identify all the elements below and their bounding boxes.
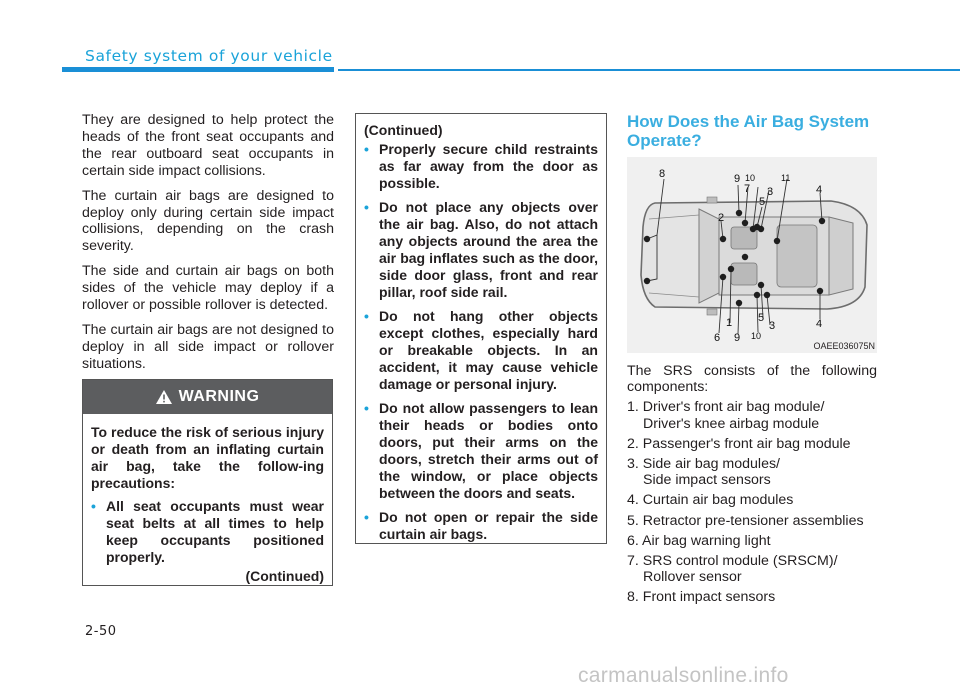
- figure-caption: OAEE036075N: [813, 341, 875, 351]
- bullet-dot-icon: •: [364, 308, 369, 324]
- bullet-text: Do not allow passengers to lean their heads or bodies onto doors, put their arms on the doors, stretch their arms out of the window, or place objects between the doors and seats.: [379, 400, 598, 501]
- list-item: 8. Front impact sensors: [627, 589, 776, 606]
- bullet-text: Do not open or repair the side curtain air bags.: [379, 509, 598, 542]
- callout-10-top: 10: [745, 173, 756, 183]
- callout-4-top: 4: [816, 184, 823, 196]
- bullet-dot-icon: •: [364, 509, 369, 525]
- airbag-diagram: [627, 157, 877, 353]
- callout-3-top: 3: [767, 186, 774, 198]
- continued-warning-box: [355, 113, 607, 544]
- continued-label: (Continued): [364, 122, 443, 138]
- warning-intro: To reduce the risk of serious injury or death from an inflating curtain air bag, take the follow-ing precautions:: [91, 424, 324, 491]
- list-item: 3. Side air bag modules/ Side impact sensors: [627, 456, 781, 489]
- warning-bullet: [364, 308, 598, 393]
- bullet-text: All seat occupants must wear seat belts at all times to help keep occupants positioned properly.: [106, 498, 324, 565]
- warning-bullet: [364, 509, 598, 543]
- warning-bullet: [364, 400, 598, 502]
- continued-label: (Continued): [245, 568, 324, 584]
- callout-5-top: 5: [759, 196, 766, 208]
- warning-box: [82, 379, 333, 586]
- callout-3-bottom: 3: [769, 320, 776, 332]
- list-item: 2. Passenger's front air bag module: [627, 435, 851, 452]
- bullet-text: Do not hang other objects except clothes, especially hard or breakable objects. In an accident, it may cause vehicle damage or personal injury.: [379, 308, 598, 392]
- list-item: 7. SRS control module (SRSCM)/ Rollover sensor: [627, 553, 838, 586]
- warning-bullet: [364, 141, 598, 192]
- warning-header: [83, 380, 332, 414]
- header-rule-thin: [338, 69, 960, 71]
- callout-9-top: 9: [734, 173, 741, 185]
- section-header: Safety system of your vehicle: [85, 47, 333, 65]
- warning-body: [83, 414, 332, 585]
- paragraph: The side and curtain air bags on both sides of the vehicle may deploy if a rollover or possible rollover is detected.: [82, 263, 334, 314]
- warning-bullet: [91, 498, 324, 566]
- bullet-dot-icon: •: [364, 141, 369, 157]
- callout-6: 6: [714, 332, 721, 344]
- list-intro: The SRS consists of the following components:: [627, 363, 877, 396]
- callout-2: 2: [718, 212, 725, 224]
- list-item: 5. Retractor pre-tensioner assemblies: [627, 512, 864, 529]
- callout-10-bottom: 10: [751, 331, 762, 341]
- paragraph: They are designed to help protect the heads of the front seat occupants and the rear outboard seat occupants in certain side impact collisions.: [82, 112, 334, 179]
- warning-bullet: [364, 199, 598, 301]
- left-column-text: [82, 112, 334, 381]
- callout-11: 11: [781, 173, 791, 183]
- callout-4-bottom: 4: [816, 318, 823, 330]
- bullet-dot-icon: •: [364, 199, 369, 215]
- list-item: 4. Curtain air bag modules: [627, 492, 794, 509]
- paragraph: The curtain air bags are designed to deploy only during certain side impact collisions, depending on the crash severity.: [82, 187, 334, 255]
- watermark: carmanualsonline.info: [578, 664, 789, 687]
- list-item: 6. Air bag warning light: [627, 532, 771, 549]
- callout-7: 7: [744, 183, 751, 195]
- callout-8: 8: [659, 168, 666, 180]
- section-title: How Does the Air Bag System Operate?: [627, 112, 870, 150]
- component-list: [627, 399, 877, 605]
- right-column-text: [627, 363, 877, 610]
- list-item: 1. Driver's front air bag module/ Driver's knee airbag module: [627, 399, 825, 432]
- callout-5-bottom: 5: [758, 312, 765, 324]
- car-topview-illustration: [627, 157, 877, 353]
- warning-label: WARNING: [178, 388, 260, 405]
- warning-triangle-icon: [156, 390, 172, 404]
- bullet-text: Properly secure child restraints as far away from the door as possible.: [379, 141, 598, 191]
- bullet-dot-icon: •: [364, 400, 369, 416]
- header-rule-thick: [62, 67, 334, 72]
- page-number: 2-50: [85, 624, 117, 639]
- callout-9-bottom: 9: [734, 332, 741, 344]
- callout-1: 1: [726, 317, 733, 329]
- bullet-text: Do not place any objects over the air bag. Also, do not attach any objects around the area the air bag inflates such as the door, side door glass, front and rear pillar, roof side rail.: [379, 199, 598, 300]
- paragraph: The curtain air bags are not designed to deploy in all side impact or rollover situations.: [82, 321, 334, 372]
- bullet-dot-icon: •: [91, 498, 96, 514]
